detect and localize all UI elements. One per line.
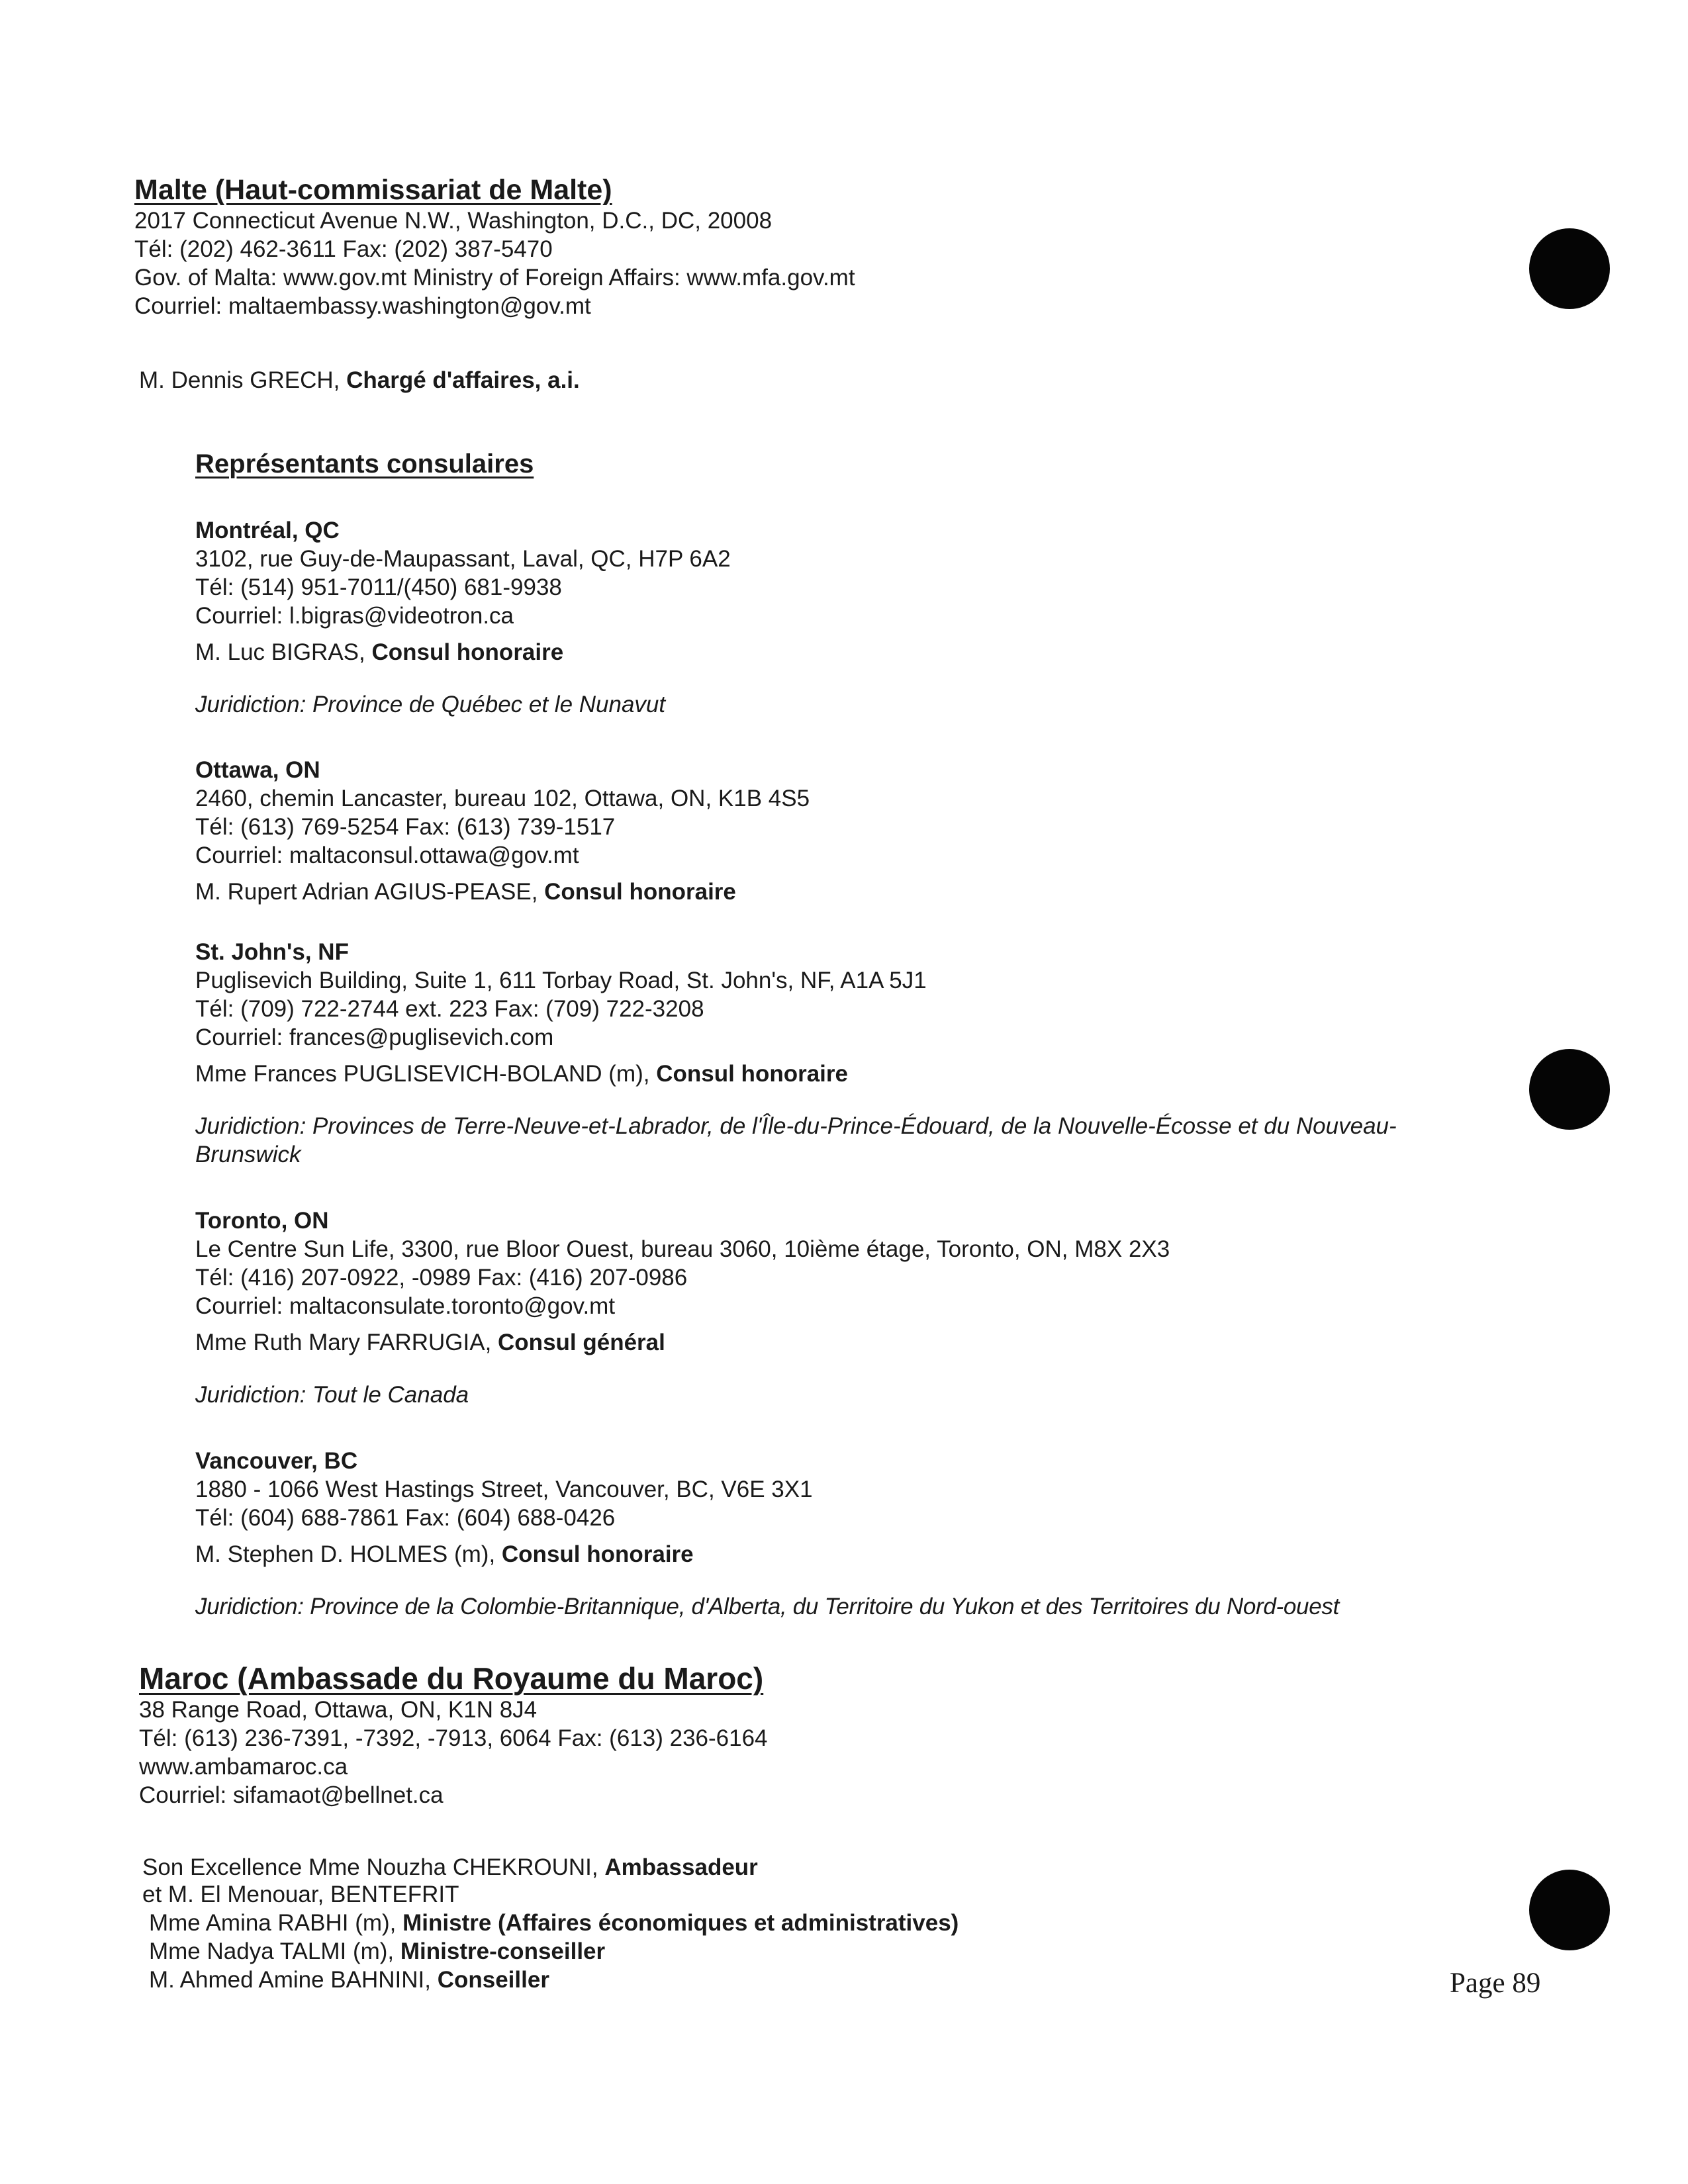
staff-role: Ministre-conseiller bbox=[400, 1938, 606, 1964]
consulate-person bbox=[195, 638, 731, 666]
staff-name: et M. El Menouar, BENTEFRIT bbox=[142, 1882, 459, 1907]
malte-address: 2017 Connecticut Avenue N.W., Washington, D.C., DC, 20008 bbox=[134, 208, 773, 234]
consulate-email: Courriel: maltaconsulate.toronto@gov.mt bbox=[195, 1293, 616, 1319]
staff-role: Ministre (Affaires économiques et administratives) bbox=[402, 1910, 959, 1936]
consulate-tel: Tél: (604) 688-7861 Fax: (604) 688-0426 bbox=[195, 1505, 616, 1531]
malte-title: Malte (Haut-commissariat de Malte) bbox=[134, 174, 612, 206]
consulate-person bbox=[195, 1060, 1397, 1088]
maroc-web: www.ambamaroc.ca bbox=[139, 1754, 348, 1780]
staff-name: M. Ahmed Amine BAHNINI, bbox=[149, 1967, 438, 1993]
consulate-address: 1880 - 1066 West Hastings Street, Vancouver, BC, V6E 3X1 bbox=[195, 1477, 813, 1502]
consulate-address: 3102, rue Guy-de-Maupassant, Laval, QC, H7P 6A2 bbox=[195, 546, 731, 572]
malte-section bbox=[134, 173, 855, 320]
staff-row bbox=[142, 1853, 959, 1882]
consulate-jurisdiction: Juridiction: Province de Québec et le Nunavut bbox=[195, 692, 666, 717]
malte-email: Courriel: maltaembassy.washington@gov.mt bbox=[134, 293, 591, 319]
consulate-toronto bbox=[195, 1206, 1170, 1409]
consul-name: M. Luc BIGRAS, bbox=[195, 639, 372, 665]
consulate-person bbox=[195, 1328, 1170, 1357]
consulate-tel: Tél: (613) 769-5254 Fax: (613) 739-1517 bbox=[195, 814, 616, 840]
consulate-jurisdiction: Juridiction: Province de la Colombie-Britannique, d'Alberta, du Territoire du Yukon et des Territoires du Nord-ouest bbox=[195, 1594, 1340, 1619]
consulate-email: Courriel: l.bigras@videotron.ca bbox=[195, 603, 514, 629]
consul-role: Consul honoraire bbox=[501, 1541, 694, 1567]
malte-head-title: Chargé d'affaires, a.i. bbox=[346, 367, 580, 393]
consul-role: Consul général bbox=[498, 1330, 665, 1355]
staff-role: Conseiller bbox=[437, 1967, 549, 1993]
malte-head bbox=[139, 366, 580, 394]
punch-hole-top bbox=[1529, 228, 1610, 309]
consulate-st-johns bbox=[195, 938, 1397, 1169]
consulate-ottawa bbox=[195, 756, 810, 906]
maroc-title: Maroc (Ambassade du Royaume du Maroc) bbox=[139, 1661, 764, 1696]
consulate-jurisdiction-cont: Brunswick bbox=[195, 1142, 301, 1167]
staff-role: Ambassadeur bbox=[604, 1854, 758, 1880]
consul-role: Consul honoraire bbox=[371, 639, 564, 665]
consulate-city: Vancouver, BC bbox=[195, 1448, 358, 1474]
consulate-city: St. John's, NF bbox=[195, 939, 349, 965]
consulate-tel: Tél: (514) 951-7011/(450) 681-9938 bbox=[195, 574, 562, 600]
consul-name: Mme Ruth Mary FARRUGIA, bbox=[195, 1330, 498, 1355]
consulate-city: Ottawa, ON bbox=[195, 757, 320, 783]
malte-head-name: M. Dennis GRECH, bbox=[139, 367, 347, 393]
consular-heading: Représentants consulaires bbox=[195, 449, 534, 478]
consulate-city: Toronto, ON bbox=[195, 1208, 329, 1234]
malte-tel: Tél: (202) 462-3611 Fax: (202) 387-5470 bbox=[134, 236, 553, 262]
staff-row bbox=[149, 1909, 959, 1937]
consulate-montreal bbox=[195, 516, 731, 719]
consulate-person bbox=[195, 1540, 1339, 1569]
consulate-address: Puglisevich Building, Suite 1, 611 Torbay Road, St. John's, NF, A1A 5J1 bbox=[195, 968, 927, 993]
consulate-email: Courriel: maltaconsul.ottawa@gov.mt bbox=[195, 842, 579, 868]
maroc-tel: Tél: (613) 236-7391, -7392, -7913, 6064 Fax: (613) 236-6164 bbox=[139, 1725, 768, 1751]
maroc-email: Courriel: sifamaot@bellnet.ca bbox=[139, 1782, 444, 1808]
maroc-staff-list bbox=[142, 1853, 959, 1994]
consul-name: Mme Frances PUGLISEVICH-BOLAND (m), bbox=[195, 1061, 657, 1087]
consul-role: Consul honoraire bbox=[656, 1061, 848, 1087]
consulate-vancouver bbox=[195, 1447, 1339, 1621]
consulate-person bbox=[195, 878, 810, 906]
maroc-address: 38 Range Road, Ottawa, ON, K1N 8J4 bbox=[139, 1697, 538, 1723]
consulate-address: Le Centre Sun Life, 3300, rue Bloor Ouest, bureau 3060, 10ième étage, Toronto, ON, M8X 2X3 bbox=[195, 1236, 1170, 1262]
staff-name: Mme Amina RABHI (m), bbox=[149, 1910, 403, 1936]
consulate-tel: Tél: (709) 722-2744 ext. 223 Fax: (709) 722-3208 bbox=[195, 996, 704, 1022]
staff-row bbox=[149, 1966, 959, 1994]
staff-row bbox=[149, 1937, 959, 1966]
consul-name: M. Stephen D. HOLMES (m), bbox=[195, 1541, 502, 1567]
consul-name: M. Rupert Adrian AGIUS-PEASE, bbox=[195, 879, 545, 905]
punch-hole-middle bbox=[1529, 1049, 1610, 1130]
consulate-jurisdiction: Juridiction: Provinces de Terre-Neuve-et-Labrador, de l'Île-du-Prince-Édouard, de la Nouvelle-Écosse et du Nouveau- bbox=[195, 1113, 1397, 1139]
consulate-address: 2460, chemin Lancaster, bureau 102, Ottawa, ON, K1B 4S5 bbox=[195, 786, 810, 811]
consulate-jurisdiction: Juridiction: Tout le Canada bbox=[195, 1382, 469, 1408]
consulate-tel: Tél: (416) 207-0922, -0989 Fax: (416) 207-0986 bbox=[195, 1265, 688, 1291]
punch-hole-bottom bbox=[1529, 1870, 1610, 1950]
consulate-city: Montréal, QC bbox=[195, 518, 340, 543]
consulate-email: Courriel: frances@puglisevich.com bbox=[195, 1024, 554, 1050]
maroc-section bbox=[139, 1661, 768, 1809]
staff-row bbox=[142, 1880, 959, 1909]
page-number: Page 89 bbox=[1450, 1968, 1541, 1999]
staff-name: Mme Nadya TALMI (m), bbox=[149, 1938, 400, 1964]
malte-gov: Gov. of Malta: www.gov.mt Ministry of Foreign Affairs: www.mfa.gov.mt bbox=[134, 265, 855, 291]
staff-name: Son Excellence Mme Nouzha CHEKROUNI, bbox=[142, 1854, 605, 1880]
consul-role: Consul honoraire bbox=[544, 879, 736, 905]
